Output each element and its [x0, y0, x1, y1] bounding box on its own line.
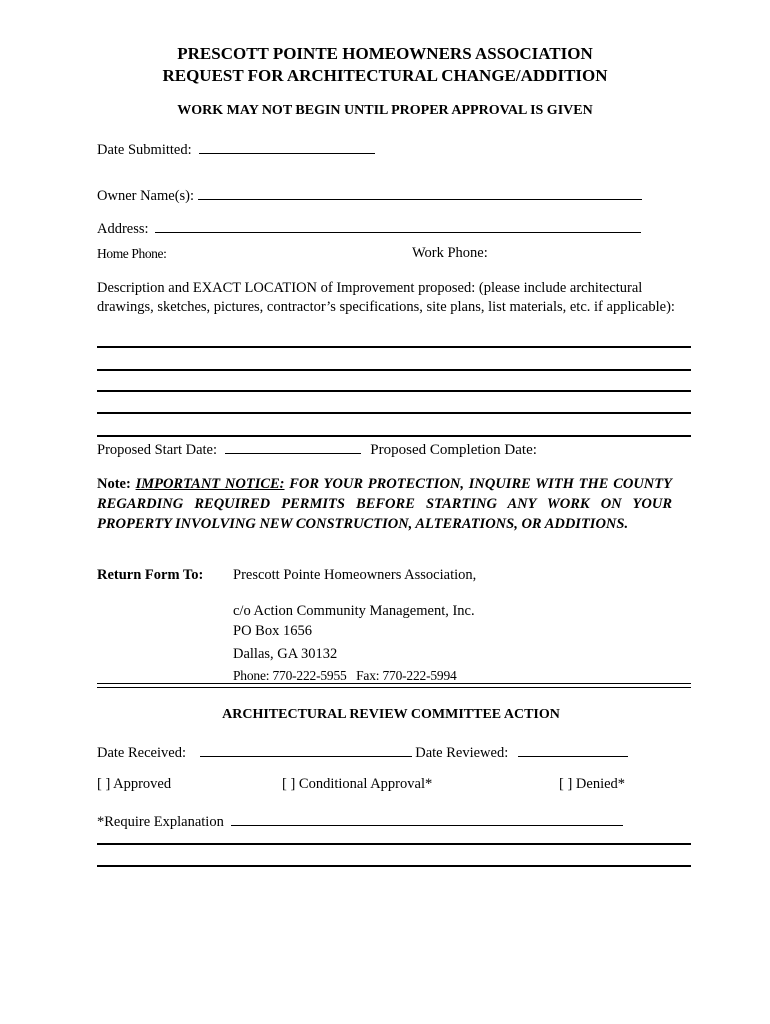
- important-notice: [97, 474, 672, 534]
- explanation-field[interactable]: [231, 811, 623, 826]
- date-reviewed-label: Date Reviewed:: [415, 745, 509, 761]
- owner-names-field[interactable]: [198, 185, 642, 200]
- notice-body: FOR YOUR PROTECTION, INQUIRE WITH THE COUNTY REGARDING REQUIRED PERMITS BEFORE STARTING ANY WORK ON YOUR PROPERTY INVOLVING NEW CONSTRUCTION, ALTERATIONS, OR ADDITIONS.: [97, 476, 672, 532]
- date-submitted-field[interactable]: [199, 139, 375, 154]
- explanation-line-1[interactable]: [97, 843, 691, 845]
- date-reviewed-field[interactable]: [518, 742, 628, 757]
- section-divider: [97, 683, 691, 688]
- committee-dates-row: [97, 742, 628, 762]
- conditional-approval-checkbox[interactable]: [ ] Conditional Approval*: [282, 776, 433, 792]
- owner-names-row: [97, 185, 642, 205]
- explanation-label: *Require Explanation: [97, 814, 224, 830]
- owner-names-label: Owner Name(s):: [97, 188, 195, 204]
- address-row: [97, 218, 641, 238]
- completion-date-label: Proposed Completion Date:: [370, 442, 537, 458]
- return-address-line2: c/o Action Community Management, Inc.: [233, 603, 475, 619]
- approved-checkbox[interactable]: [ ] Approved: [97, 776, 172, 792]
- description-line-5[interactable]: [97, 435, 691, 437]
- description-label: Description and EXACT LOCATION of Improvement proposed: (please include architectural drawings, sketches, pictures, contractor’s specifications, site plans, list materials, etc. if applicable):: [97, 280, 675, 315]
- committee-heading: ARCHITECTURAL REVIEW COMMITTEE ACTION: [222, 707, 560, 722]
- return-address-line4: Dallas, GA 30132: [233, 646, 338, 662]
- form-title-line1: PRESCOTT POINTE HOMEOWNERS ASSOCIATION: [177, 44, 593, 63]
- address-field[interactable]: [155, 218, 641, 233]
- description-line-3[interactable]: [97, 390, 691, 392]
- date-received-label: Date Received:: [97, 745, 186, 761]
- return-contact-numbers: Phone: 770-222-5955 Fax: 770-222-5994: [233, 668, 457, 683]
- explanation-row: [97, 811, 623, 831]
- return-form-label: Return Form To:: [97, 567, 204, 583]
- proposed-dates-row: [97, 439, 537, 459]
- home-phone-label: Home Phone:: [97, 246, 167, 261]
- notice-lead: Note:: [97, 476, 131, 492]
- approval-warning: WORK MAY NOT BEGIN UNTIL PROPER APPROVAL IS GIVEN: [177, 103, 593, 118]
- description-line-4[interactable]: [97, 412, 691, 414]
- explanation-line-2[interactable]: [97, 865, 691, 867]
- description-line-2[interactable]: [97, 369, 691, 371]
- description-line-1[interactable]: [97, 346, 691, 348]
- date-submitted-row: [97, 139, 375, 159]
- date-submitted-label: Date Submitted:: [97, 142, 192, 158]
- return-address-line3: PO Box 1656: [233, 623, 312, 639]
- denied-checkbox[interactable]: [ ] Denied*: [559, 776, 626, 792]
- start-date-field[interactable]: [225, 439, 361, 454]
- work-phone-label: Work Phone:: [412, 245, 488, 261]
- start-date-label: Proposed Start Date:: [97, 442, 218, 458]
- address-label: Address:: [97, 221, 149, 237]
- date-received-field[interactable]: [200, 742, 412, 757]
- notice-heading: IMPORTANT NOTICE:: [135, 476, 285, 492]
- form-title-line2: REQUEST FOR ARCHITECTURAL CHANGE/ADDITION: [162, 66, 608, 85]
- return-address-line1: Prescott Pointe Homeowners Association,: [233, 567, 477, 583]
